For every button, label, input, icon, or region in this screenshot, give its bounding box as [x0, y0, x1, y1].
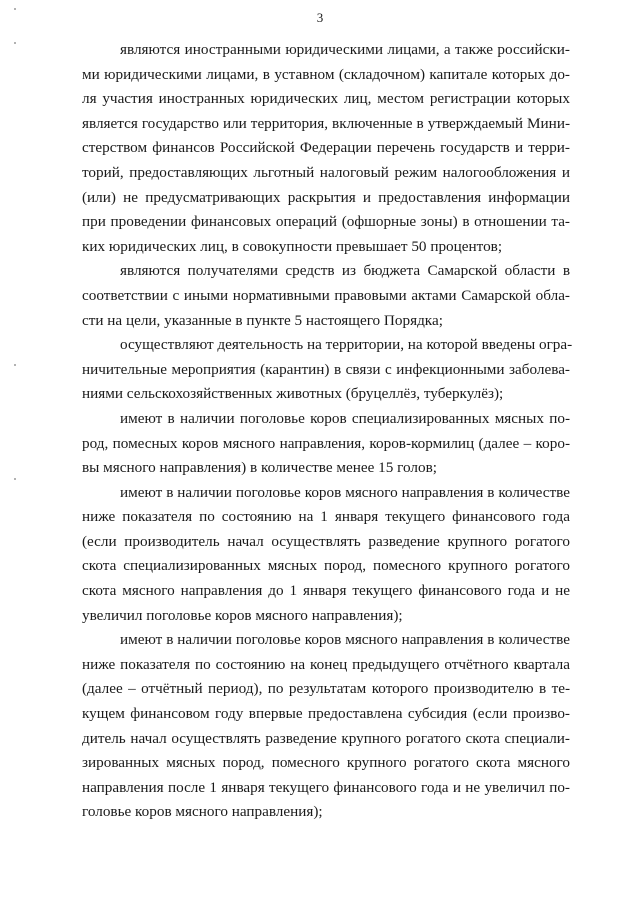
text-line: являются получателями средств из бюджета Самарской области в: [120, 262, 570, 280]
text-line: направления после 1 января текущего финансового года и не увеличил по-: [82, 778, 570, 796]
text-line: при проведении финансовых операций (офшорные зоны) в отношении та-: [82, 213, 570, 231]
text-line: торий, предоставляющих льготный налоговый режим налогообложения и: [82, 163, 570, 181]
paragraph: [82, 481, 570, 629]
text-line: ниями сельскохозяйственных животных (бруцеллёз, туберкулёз);: [82, 385, 504, 403]
text-line: стерством финансов Российской Федерации перечень государств и терри-: [82, 139, 570, 157]
text-line: ниже показателя по состоянию на конец предыдущего отчётного квартала: [82, 655, 570, 673]
paragraph: [82, 407, 570, 481]
text-line: сти на цели, указанные в пункте 5 настоящего Порядка;: [82, 311, 443, 329]
text-line: являются иностранными юридическими лицами, а также российски-: [120, 41, 570, 58]
text-line: ничительные мероприятия (карантин) в связи с инфекционными заболева-: [82, 360, 570, 378]
text-line: скота специализированных мясных пород, помесного крупного рогатого: [82, 557, 570, 575]
paragraph: [82, 259, 570, 333]
text-line: головье коров мясного направления);: [82, 803, 323, 821]
text-line: скота мясного направления до 1 января текущего финансового года и не: [82, 582, 570, 600]
text-line: увеличил поголовье коров мясного направления);: [82, 606, 403, 624]
text-line: вы мясного направления) в количестве менее 15 голов;: [82, 459, 437, 477]
scan-mark: [14, 42, 16, 44]
text-line: кущем финансовом году впервые предоставлена субсидия (если произво-: [82, 705, 570, 723]
document-body: [82, 38, 573, 825]
scan-mark: [14, 8, 16, 10]
text-line: (если производитель начал осуществлять разведение крупного рогатого: [82, 532, 570, 550]
text-line: имеют в наличии поголовье коров мясного направления в количестве: [120, 483, 570, 501]
text-line: ми юридическими лицами, в уставном (складочном) капитале которых до-: [82, 65, 570, 83]
text-line: ниже показателя по состоянию на 1 января текущего финансового года: [82, 508, 570, 526]
text-line: род, помесных коров мясного направления, коров-кормилиц (далее – коро-: [82, 434, 570, 452]
text-line: имеют в наличии поголовье коров мясного направления в количестве: [120, 631, 570, 649]
text-line: ких юридических лиц, в совокупности превышает 50 процентов;: [82, 237, 503, 255]
text-line: имеют в наличии поголовье коров специализированных мясных по-: [120, 409, 570, 427]
paragraph: [82, 333, 573, 407]
text-line: ля участия иностранных юридических лиц, местом регистрации которых: [82, 90, 570, 108]
paragraph: [82, 628, 570, 825]
text-line: соответствии с иными нормативными правовыми актами Самарской обла-: [82, 286, 570, 304]
page-number: 3: [316, 10, 324, 25]
paragraph: [82, 38, 570, 259]
scan-mark: [14, 478, 16, 480]
text-line: дитель начал осуществлять разведение крупного рогатого скота специали-: [82, 729, 570, 747]
text-line: зированных мясных пород, помесного крупного рогатого скота мясного: [82, 754, 570, 772]
text-line: (далее – отчётный период), по результатам которого производителю в те-: [82, 680, 570, 698]
text-line: является государство или территория, включенные в утверждаемый Мини-: [82, 114, 570, 132]
scan-mark: [14, 364, 16, 366]
text-line: осуществляют деятельность на территории, на которой введены огра-: [120, 336, 573, 354]
text-line: (или) не предусматривающих раскрытия и предоставления информации: [82, 188, 570, 206]
